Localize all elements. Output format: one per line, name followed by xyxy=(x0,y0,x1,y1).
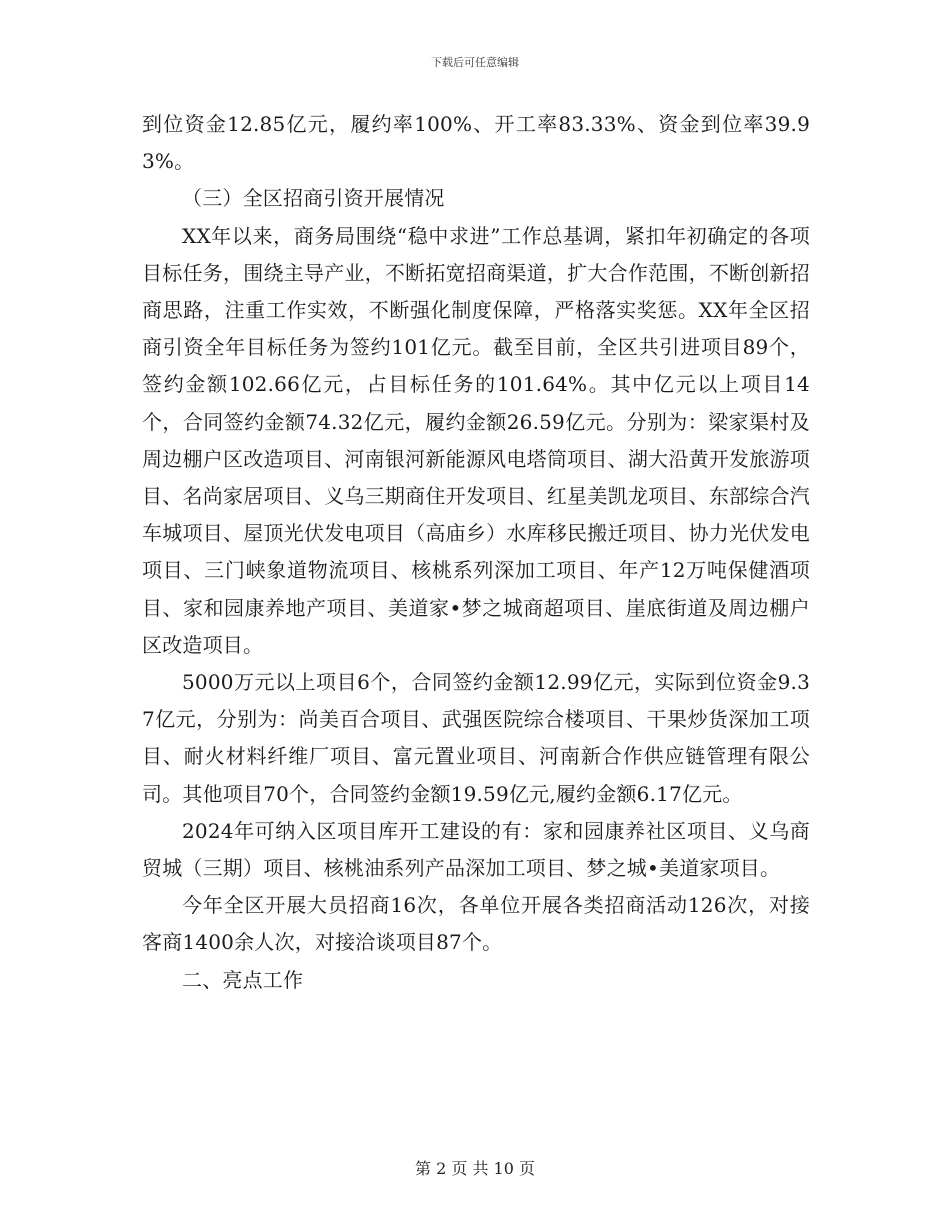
paragraph-funds-summary: 到位资金12.85亿元，履约率100%、开工率83.33%、资金到位率39.93%。 xyxy=(142,112,810,174)
paragraph-2024-projects: 2024年可纳入区项目库开工建设的有：家和园康养社区项目、义乌商贸城（三期）项目、核桃油系列产品深加工项目、梦之城•美道家项目。 xyxy=(142,818,810,881)
section-heading-investment: （三）全区招商引资开展情况 xyxy=(182,186,445,211)
page-header: 下载后可任意编辑 xyxy=(431,56,519,69)
paragraph-activities: 今年全区开展大员招商16次，各单位开展各类招商活动126次，对接客商1400余人次，对接洽谈项目87个。 xyxy=(142,893,810,955)
section-heading-highlights: 二、亮点工作 xyxy=(182,967,304,992)
paragraph-5000wan-projects: 5000万元以上项目6个，合同签约金额12.99亿元，实际到位资金9.37亿元，分别为：尚美百合项目、武强医院综合楼项目、干果炒货深加工项目、耐火材料纤维厂项目、富元置业项目、河南新合作供应链管理有限公司。其他项目70个，合同签约金额19.59亿元,履约金额6.17亿元。 xyxy=(142,670,810,806)
document-body xyxy=(142,106,810,999)
paragraph-investment-overview: XX年以来，商务局围绕“稳中求进”工作总基调，紧扣年初确定的各项目标任务，围绕主导产业，不断拓宽招商渠道，扩大合作范围，不断创新招商思路，注重工作实效，不断强化制度保障，严格落实奖惩。XX年全区招商引资全年目标任务为签约101亿元。截至目前，全区共引进项目89个，签约金额102.66亿元，占目标任务的101.64%。其中亿元以上项目14个，合同签约金额74.32亿元，履约金额26.59亿元。分别为：梁家渠村及周边棚户区改造项目、河南银河新能源风电塔筒项目、湖大沿黄开发旅游项目、名尚家居项目、义乌三期商住开发项目、红星美凯龙项目、东部综合汽车城项目、屋顶光伏发电项目（高庙乡）水库移民搬迁项目、协力光伏发电项目、三门峡象道物流项目、核桃系列深加工项目、年产12万吨保健酒项目、家和园康养地产项目、美道家•梦之城商超项目、崖底街道及周边棚户区改造项目。 xyxy=(142,223,810,657)
page-footer: 第 2 页 共 10 页 xyxy=(415,1159,535,1178)
